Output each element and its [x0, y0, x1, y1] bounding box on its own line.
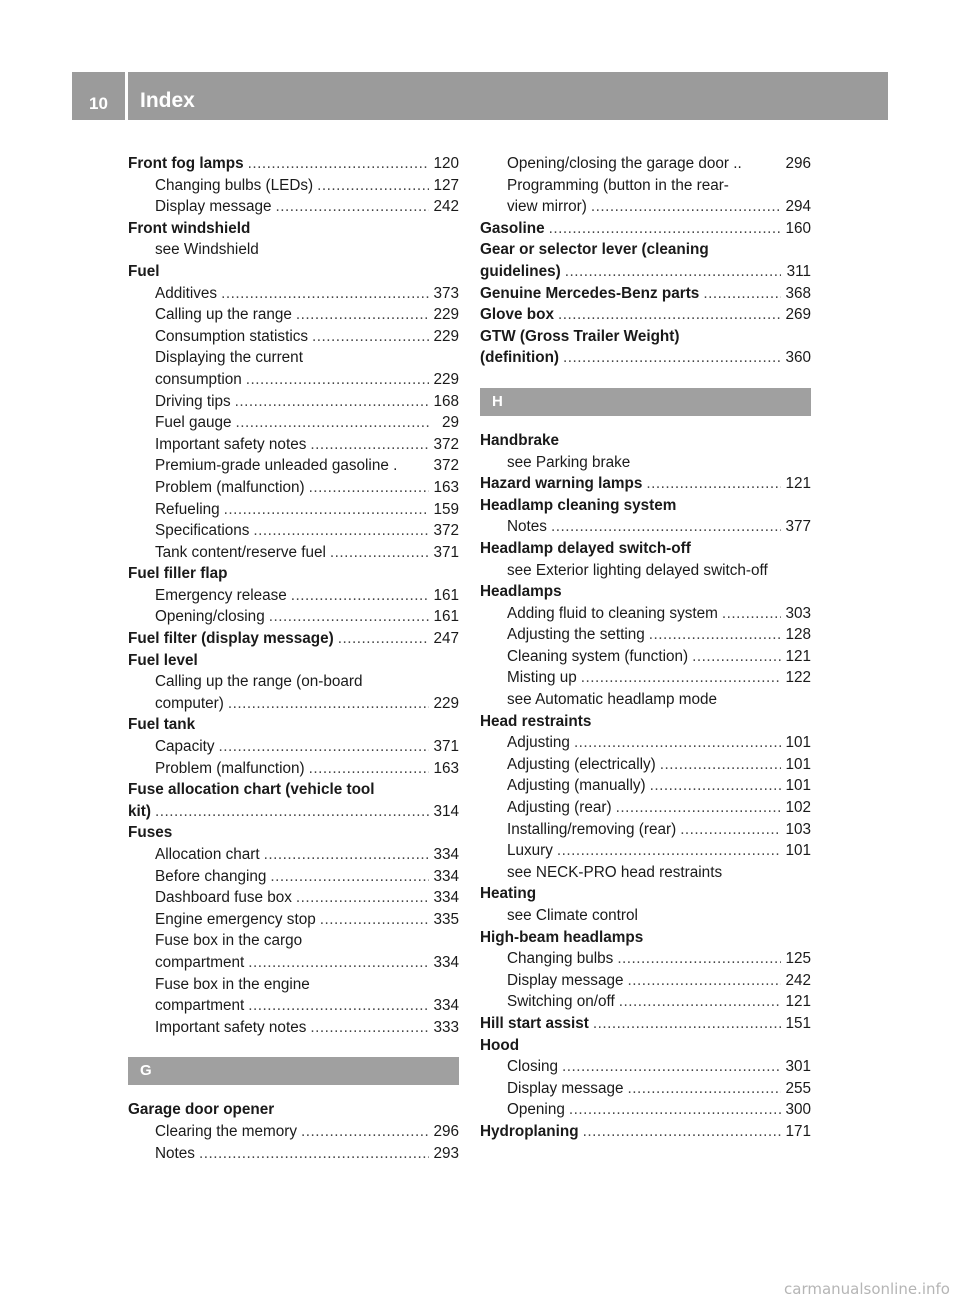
page-ref: 301 — [785, 1058, 811, 1076]
page-ref: 102 — [785, 799, 811, 817]
page-ref: 334 — [433, 867, 459, 885]
index-entry: Headlamp delayed switch-off — [480, 539, 691, 557]
entry-label: Changing bulbs (LEDs) — [155, 176, 314, 194]
dot-leader — [593, 1013, 781, 1035]
index-subentry — [480, 153, 811, 175]
entry-label: Opening — [507, 1101, 565, 1119]
page-ref: 122 — [785, 669, 811, 687]
index-subentry: Displaying the current — [155, 349, 303, 367]
index-entry — [480, 473, 811, 495]
index-subentry — [480, 667, 811, 689]
page-ref: 247 — [433, 630, 459, 648]
entry-label: Fuel gauge — [155, 414, 232, 432]
page-ref: 242 — [785, 971, 811, 989]
index-subentry — [128, 909, 459, 931]
page-ref: 373 — [433, 284, 459, 302]
index-subentry: see Climate control — [507, 907, 638, 924]
page-ref: 314 — [433, 802, 459, 820]
index-subentry — [128, 369, 459, 391]
dot-leader — [338, 628, 429, 650]
index-subentry: see Parking brake — [507, 453, 631, 471]
page-ref: 335 — [433, 910, 459, 928]
entry-label: Emergency release — [155, 586, 287, 604]
entry-label: compartment — [155, 953, 245, 971]
page-ref: 293 — [433, 1144, 459, 1162]
dot-leader — [565, 261, 781, 283]
dot-leader — [228, 693, 429, 715]
entry-label: Hill start assist — [480, 1014, 589, 1032]
index-subentry — [480, 948, 811, 970]
entry-label: Misting up — [507, 669, 577, 687]
index-entry — [480, 1013, 811, 1035]
dot-leader — [646, 473, 781, 495]
index-subentry — [480, 1099, 811, 1121]
index-subentry — [128, 887, 459, 909]
index-entry — [480, 347, 811, 369]
index-column-left — [128, 153, 459, 1164]
page-ref: 368 — [785, 284, 811, 302]
dot-leader — [264, 844, 429, 866]
index-entry: High-beam headlamps — [480, 928, 644, 946]
dot-leader — [660, 754, 781, 776]
page-ref: 171 — [785, 1122, 811, 1140]
dot-leader — [309, 758, 429, 780]
dot-leader — [650, 775, 781, 797]
page-ref: 121 — [785, 475, 811, 493]
dot-leader — [558, 304, 781, 326]
watermark: carmanualsonline.info — [784, 1280, 950, 1298]
dot-leader — [219, 736, 429, 758]
index-entry: Headlamps — [480, 583, 562, 601]
entry-label: Hydroplaning — [480, 1122, 579, 1140]
index-subentry: Fuse box in the engine — [155, 975, 310, 993]
index-subentry — [128, 1143, 459, 1165]
dot-leader — [270, 866, 429, 888]
page-ref: 121 — [785, 647, 811, 665]
entry-label: Tank content/reserve fuel — [155, 543, 326, 561]
entry-label: Adjusting (manually) — [507, 777, 646, 795]
entry-label: Notes — [155, 1144, 195, 1162]
index-subentry — [128, 844, 459, 866]
dot-leader — [224, 499, 429, 521]
index-subentry — [128, 585, 459, 607]
index-entry: Hood — [480, 1036, 520, 1054]
entry-label: Front fog lamps — [128, 155, 244, 172]
index-subentry — [128, 412, 459, 434]
dot-leader — [275, 196, 429, 218]
page-ref: 125 — [785, 950, 811, 968]
index-subentry — [480, 970, 811, 992]
index-subentry — [480, 840, 811, 862]
index-column-right — [480, 153, 811, 1143]
index-subentry — [480, 775, 811, 797]
index-entry — [480, 1121, 811, 1143]
dot-leader — [692, 646, 781, 668]
index-subentry: see Exterior lighting delayed switch-off — [507, 561, 768, 579]
index-entry — [480, 304, 811, 326]
entry-label: Additives — [155, 284, 218, 302]
entry-label: Problem (malfunction) — [155, 759, 305, 777]
dot-leader — [562, 1056, 781, 1078]
entry-label: Adjusting — [507, 734, 570, 752]
page-ref: 101 — [785, 755, 811, 773]
dot-leader — [155, 801, 429, 823]
index-entry: Fuse allocation chart (vehicle tool — [128, 781, 375, 799]
page-ref: 269 — [785, 306, 811, 324]
index-subentry — [128, 283, 459, 305]
index-subentry — [480, 797, 811, 819]
dot-leader — [574, 732, 781, 754]
index-subentry — [480, 1056, 811, 1078]
dot-leader — [312, 326, 429, 348]
dot-leader — [253, 520, 429, 542]
entry-label: view mirror) — [507, 198, 587, 216]
entry-label: Premium-grade unleaded gasoline . — [155, 457, 398, 475]
entry-label: Important safety notes — [155, 435, 307, 453]
dot-leader — [551, 516, 781, 538]
index-subentry — [128, 995, 459, 1017]
index-entry — [128, 801, 459, 823]
page-ref: 372 — [433, 457, 459, 475]
index-entry: Fuel level — [128, 651, 198, 669]
page-ref: 101 — [785, 777, 811, 795]
entry-label: Adding fluid to cleaning system — [507, 604, 718, 622]
entry-label: Specifications — [155, 522, 250, 540]
page-ref: 334 — [433, 953, 459, 971]
dot-leader — [581, 667, 781, 689]
page-ref: 103 — [785, 820, 811, 838]
dot-leader — [296, 304, 429, 326]
dot-leader — [722, 603, 781, 625]
dot-leader — [627, 1078, 781, 1100]
page-ref: 229 — [433, 306, 459, 324]
index-entry — [480, 218, 811, 240]
dot-leader — [296, 887, 429, 909]
index-subentry — [128, 606, 459, 628]
entry-label: Adjusting (rear) — [507, 799, 612, 817]
entry-label: Capacity — [155, 738, 215, 756]
page-ref: 163 — [433, 759, 459, 777]
index-entry: Head restraints — [480, 712, 592, 730]
page-ref: 242 — [433, 198, 459, 216]
entry-label: Opening/closing — [155, 608, 265, 626]
entry-label: Refueling — [155, 500, 220, 518]
entry-label: Important safety notes — [155, 1018, 307, 1036]
index-subentry — [480, 196, 811, 218]
page-ref: 127 — [433, 176, 459, 194]
index-subentry — [128, 866, 459, 888]
dot-leader — [248, 995, 429, 1017]
page-ref: 300 — [785, 1101, 811, 1119]
index-subentry — [128, 736, 459, 758]
index-subentry — [128, 758, 459, 780]
letter-heading: H — [480, 388, 811, 416]
index-subentry — [128, 434, 459, 456]
index-entry: GTW (Gross Trailer Weight) — [480, 327, 680, 345]
dot-leader — [616, 797, 781, 819]
dot-leader — [619, 991, 781, 1013]
index-subentry — [480, 1078, 811, 1100]
dot-leader — [246, 369, 429, 391]
dot-leader — [649, 624, 781, 646]
dot-leader — [627, 970, 781, 992]
page-ref: 333 — [433, 1018, 459, 1036]
entry-label: Changing bulbs — [507, 950, 614, 968]
page-ref: 121 — [785, 993, 811, 1011]
index-entry: Headlamp cleaning system — [480, 496, 677, 514]
dot-leader — [563, 347, 781, 369]
entry-label: Driving tips — [155, 392, 231, 410]
index-entry: Front windshield — [128, 219, 251, 237]
index-subentry — [480, 624, 811, 646]
page-ref: 101 — [785, 842, 811, 860]
dot-leader — [235, 391, 429, 413]
index-subentry — [128, 693, 459, 715]
dot-leader — [248, 153, 429, 175]
index-subentry: Fuse box in the cargo — [155, 932, 303, 950]
entry-label: Adjusting the setting — [507, 626, 645, 644]
page-ref: 229 — [433, 327, 459, 345]
page-ref: 29 — [441, 414, 459, 432]
entry-label: Display message — [507, 971, 624, 989]
index-subentry — [128, 175, 459, 197]
entry-label: Clearing the memory — [155, 1122, 297, 1140]
dot-leader — [310, 1017, 429, 1039]
index-subentry — [128, 455, 459, 477]
page-ref: 296 — [785, 155, 811, 172]
entry-label: Installing/removing (rear) — [507, 820, 677, 838]
index-entry: Fuses — [128, 824, 173, 842]
entry-label: Consumption statistics — [155, 327, 309, 345]
index-subentry — [480, 991, 811, 1013]
entry-label: Fuel filter (display message) — [128, 630, 334, 648]
header-divider — [125, 72, 128, 120]
entry-label: Before changing — [155, 867, 267, 885]
entry-label: Glove box — [480, 306, 554, 324]
index-subentry — [128, 542, 459, 564]
page-ref: 371 — [433, 543, 459, 561]
page-ref: 372 — [433, 522, 459, 540]
index-subentry — [128, 520, 459, 542]
dot-leader — [583, 1121, 781, 1143]
page-ref: 334 — [433, 997, 459, 1015]
entry-label: Dashboard fuse box — [155, 889, 292, 907]
index-entry: Fuel tank — [128, 716, 196, 734]
dot-leader — [221, 283, 429, 305]
dot-leader — [591, 196, 781, 218]
entry-label: (definition) — [480, 349, 560, 367]
index-subentry: Programming (button in the rear- — [507, 176, 729, 194]
index-entry — [128, 153, 459, 175]
index-entry: Handbrake — [480, 431, 560, 449]
page-ref: 311 — [786, 262, 811, 280]
entry-label: Cleaning system (function) — [507, 647, 689, 665]
page-ref: 168 — [433, 392, 459, 410]
entry-label: Engine emergency stop — [155, 910, 316, 928]
index-entry — [128, 628, 459, 650]
index-entry: Fuel filler flap — [128, 565, 228, 583]
entry-label: kit) — [128, 802, 151, 820]
page-number: 10 — [89, 94, 108, 113]
dot-leader — [269, 606, 429, 628]
index-entry: Garage door opener — [128, 1101, 275, 1119]
entry-label: Switching on/off — [507, 993, 615, 1011]
index-subentry — [128, 952, 459, 974]
dot-leader — [199, 1143, 429, 1165]
entry-label: Hazard warning lamps — [480, 475, 643, 493]
index-subentry — [128, 477, 459, 499]
index-entry — [480, 261, 811, 283]
index-subentry: see Windshield — [155, 241, 259, 259]
dot-leader — [330, 542, 429, 564]
index-subentry — [128, 196, 459, 218]
index-subentry — [480, 603, 811, 625]
entry-label: Luxury — [507, 842, 553, 860]
dot-leader — [320, 909, 429, 931]
entry-label: Adjusting (electrically) — [507, 755, 656, 773]
dot-leader — [680, 819, 781, 841]
page-ref: 161 — [433, 586, 459, 604]
index-subentry — [480, 732, 811, 754]
page-ref: 334 — [433, 846, 459, 863]
page-ref: 160 — [785, 219, 811, 237]
page-ref: 120 — [433, 155, 459, 172]
entry-label: compartment — [155, 997, 245, 1015]
dot-leader — [549, 218, 781, 240]
page-ref: 334 — [433, 889, 459, 907]
page-ref: 360 — [785, 349, 811, 367]
page-ref: 294 — [785, 198, 811, 216]
entry-label: Problem (malfunction) — [155, 478, 305, 496]
dot-leader — [291, 585, 429, 607]
index-subentry — [480, 646, 811, 668]
page-ref: 371 — [433, 738, 459, 756]
dot-leader — [309, 477, 429, 499]
index-subentry — [480, 819, 811, 841]
letter-heading: G — [128, 1057, 459, 1085]
dot-leader — [557, 840, 781, 862]
entry-label: computer) — [155, 694, 224, 712]
entry-label: Allocation chart — [155, 846, 260, 863]
entry-label: guidelines) — [480, 262, 561, 280]
entry-label: Genuine Mercedes-Benz parts — [480, 284, 700, 302]
index-entry: Gear or selector lever (cleaning — [480, 241, 709, 259]
entry-label: Gasoline — [480, 219, 545, 237]
index-subentry — [128, 499, 459, 521]
entry-label: Notes — [507, 518, 547, 536]
index-entry: Fuel — [128, 262, 160, 280]
page-ref: 161 — [433, 608, 459, 626]
page-ref: 128 — [785, 626, 811, 644]
page-ref: 296 — [433, 1122, 459, 1140]
entry-label: Closing — [507, 1058, 559, 1076]
page-ref: 229 — [433, 370, 459, 388]
index-subentry — [128, 326, 459, 348]
index-entry: Heating — [480, 885, 537, 903]
page-ref: 372 — [433, 435, 459, 453]
section-title: Index — [140, 89, 195, 112]
dot-leader — [703, 283, 781, 305]
entry-label: Calling up the range — [155, 306, 292, 324]
page-ref: 377 — [785, 518, 811, 536]
entry-label: Display message — [507, 1079, 624, 1097]
entry-label: Opening/closing the garage door .. — [507, 155, 742, 172]
dot-leader — [617, 948, 781, 970]
page-ref: 151 — [785, 1014, 811, 1032]
page-ref: 159 — [433, 500, 459, 518]
index-subentry: see NECK-PRO head restraints — [507, 863, 723, 881]
index-subentry — [128, 1017, 459, 1039]
dot-leader — [569, 1099, 781, 1121]
page-ref: 303 — [785, 604, 811, 622]
dot-leader — [317, 175, 429, 197]
page-ref: 101 — [785, 734, 811, 752]
dot-leader — [236, 412, 429, 434]
page-ref: 255 — [785, 1079, 811, 1097]
index-subentry — [128, 391, 459, 413]
index-subentry: see Automatic headlamp mode — [507, 691, 718, 709]
page-ref: 229 — [433, 694, 459, 712]
index-entry — [480, 283, 811, 305]
dot-leader — [301, 1121, 429, 1143]
index-subentry — [128, 304, 459, 326]
entry-label: Display message — [155, 198, 272, 216]
index-subentry — [480, 516, 811, 538]
index-subentry — [480, 754, 811, 776]
dot-leader — [310, 434, 429, 456]
index-subentry: Calling up the range (on-board — [155, 673, 363, 691]
page-ref: 163 — [433, 478, 459, 496]
dot-leader — [248, 952, 429, 974]
entry-label: consumption — [155, 370, 242, 388]
index-subentry — [128, 1121, 459, 1143]
